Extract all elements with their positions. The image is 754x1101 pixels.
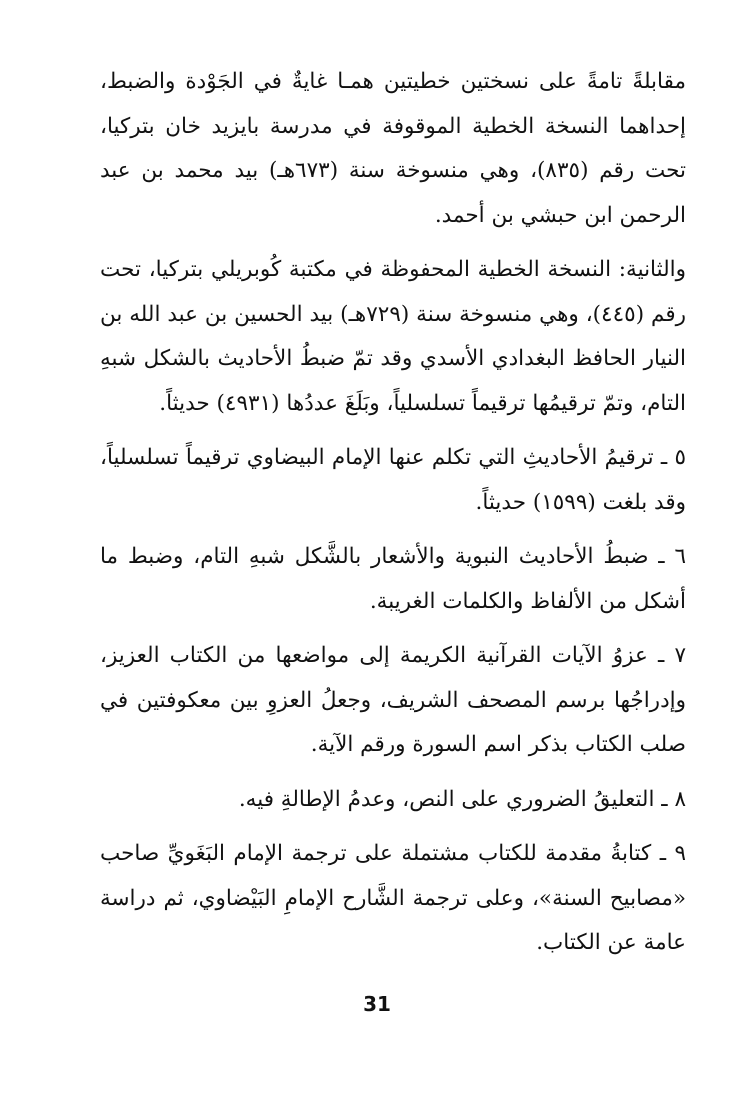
paragraph-manuscripts-second: والثانية: النسخة الخطية المحفوظة في مكتبة كُوبريلي بتركيا، تحت رقم (٤٤٥)، وهي منسوخة سنة (٧٢٩هـ) بيد الحسين بن عبد الله بن النيار الحافظ البغدادي الأسدي وقد تمّ ضبطُ الأحاديث بالشكل شبهِ التام، وتمّ ترقيمُها ترقيماً تسلسلياً، وبَلَغَ عددُها (٤٩٣١) حديثاً. xyxy=(100,257,686,416)
page-body xyxy=(100,60,686,976)
list-item-7: ٧ ـ عزوُ الآيات القرآنية الكريمة إلى مواضعها من الكتاب العزيز، وإدراجُها برسم المصحف الشريف، وجعلُ العزوِ بين معكوفتين في صلب الكتاب بذكر اسم السورة ورقم الآية. xyxy=(100,643,686,757)
list-item-6: ٦ ـ ضبطُ الأحاديث النبوية والأشعار بالشَّكل شبهِ التام، وضبط ما أشكل من الألفاظ والكلمات الغريبة. xyxy=(100,544,686,614)
page-number: 31 xyxy=(363,992,391,1016)
list-item-9: ٩ ـ كتابةُ مقدمة للكتاب مشتملة على ترجمة الإمام البَغَويِّ صاحب «مصابيح السنة»، وعلى ترجمة الشَّارح الإمامِ البَيْضاوي، ثم دراسة عامة عن الكتاب. xyxy=(100,841,686,955)
list-item-5: ٥ ـ ترقيمُ الأحاديثِ التي تكلم عنها الإمام البيضاوي ترقيماً تسلسلياً، وقد بلغت (١٥٩٩) حديثاً. xyxy=(100,445,686,515)
list-item-8: ٨ ـ التعليقُ الضروري على النص، وعدمُ الإطالةِ فيه. xyxy=(238,786,686,812)
paragraph-manuscripts-first: مقابلةً تامةً على نسختين خطيتين همـا غايةٌ في الجَوْدة والضبط، إحداهما النسخة الخطية الموقوفة في مدرسة بايزيد خان بتركيا، تحت رقم (٨٣٥)، وهي منسوخة سنة (٦٧٣هـ) بيد محمد بن عبد الرحمن ابن حبشي بن أحمد. xyxy=(100,69,686,228)
